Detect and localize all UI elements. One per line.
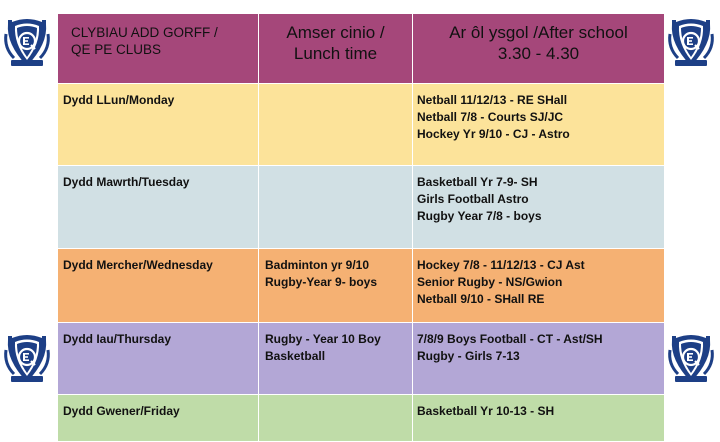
school-crest-icon: [666, 14, 716, 72]
lunch-cell: Rugby - Year 10 Boy Basketball: [259, 323, 413, 395]
table-row: [58, 166, 665, 249]
school-crest-icon: [666, 330, 716, 388]
school-crest-icon: [2, 14, 52, 72]
table-row: [58, 323, 665, 395]
lunch-cell: [259, 166, 413, 249]
header-lunch-time: Amser cinio / Lunch time: [259, 14, 413, 84]
day-cell: Dydd Iau/Thursday: [58, 323, 259, 395]
after-school-cell: Hockey 7/8 - 11/12/13 - CJ Ast Senior Rugby - NS/Gwion Netball 9/10 - SHall RE: [413, 249, 665, 323]
header-after-school: Ar ôl ysgol /After school 3.30 - 4.30: [413, 14, 665, 84]
header-row: [58, 14, 665, 84]
table-row: [58, 249, 665, 323]
after-school-cell: Basketball Yr 10-13 - SH: [413, 395, 665, 442]
day-cell: Dydd Gwener/Friday: [58, 395, 259, 442]
lunch-cell: [259, 84, 413, 166]
after-school-cell: 7/8/9 Boys Football - CT - Ast/SH Rugby - Girls 7-13: [413, 323, 665, 395]
day-cell: Dydd Mawrth/Tuesday: [58, 166, 259, 249]
header-clubs: CLYBIAU ADD GORFF / QE PE CLUBS: [58, 14, 259, 84]
lunch-cell: Badminton yr 9/10 Rugby-Year 9- boys: [259, 249, 413, 323]
pe-clubs-timetable: [57, 13, 665, 442]
lunch-cell: [259, 395, 413, 442]
day-cell: Dydd Mercher/Wednesday: [58, 249, 259, 323]
after-school-cell: Basketball Yr 7-9- SH Girls Football Astro Rugby Year 7/8 - boys: [413, 166, 665, 249]
day-cell: Dydd LLun/Monday: [58, 84, 259, 166]
school-crest-icon: [2, 330, 52, 388]
table-row: [58, 395, 665, 442]
table-row: [58, 84, 665, 166]
after-school-cell: Netball 11/12/13 - RE SHall Netball 7/8 - Courts SJ/JC Hockey Yr 9/10 - CJ - Astro: [413, 84, 665, 166]
